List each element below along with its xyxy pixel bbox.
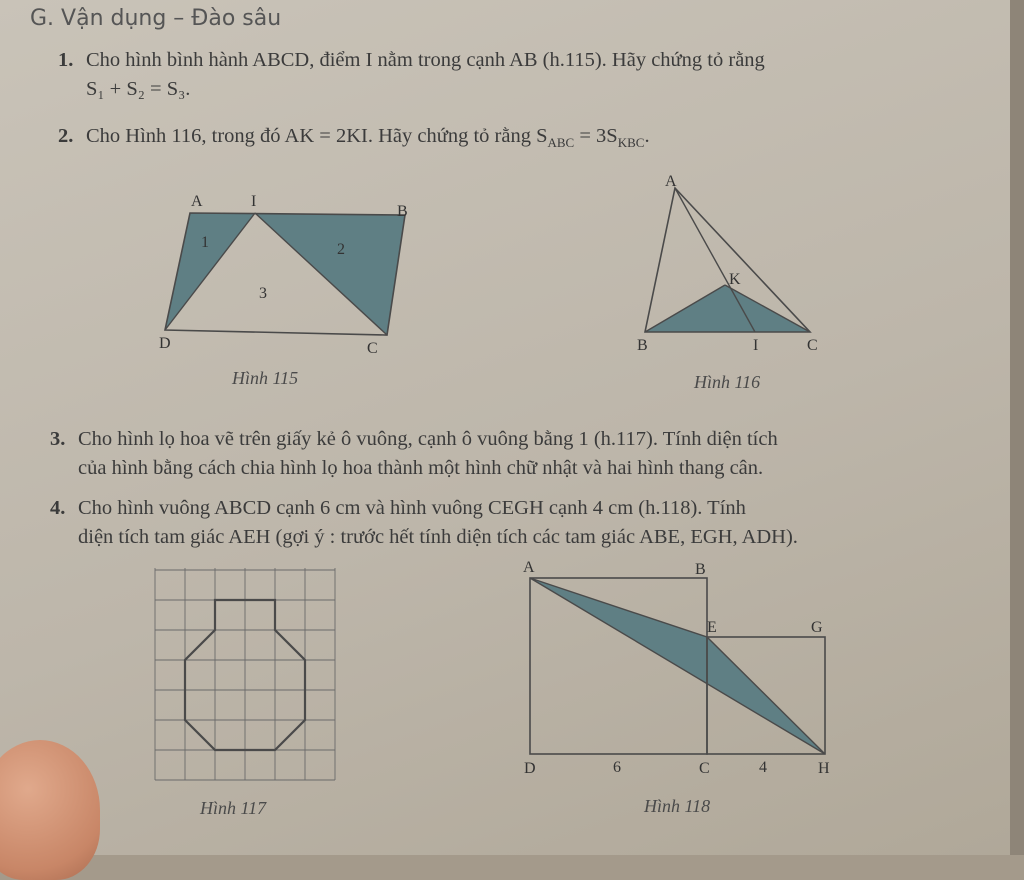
region-2: [255, 213, 405, 335]
label-g: G: [811, 619, 823, 636]
subscript-kbc: KBC: [617, 135, 645, 151]
exercise-number: 3.: [50, 428, 66, 450]
exercise-number: 2.: [58, 125, 74, 147]
exercise-number: 1.: [58, 49, 74, 71]
exercise-text: Cho hình vuông ABCD cạnh 6 cm và hình vuông CEGH cạnh 4 cm (h.118). Tính: [78, 497, 746, 519]
label-e: E: [707, 619, 717, 636]
exercise-number: 4.: [50, 497, 66, 519]
figure-115: [155, 190, 415, 360]
region-label-3: 3: [259, 285, 267, 302]
exercise-1: [58, 46, 958, 104]
caption-117: Hình 117: [200, 798, 267, 818]
exercise-text: Cho hình bình hành ABCD, điểm I nằm trong cạnh AB (h.115). Hãy chứng tỏ rằng: [86, 49, 765, 71]
label-a: A: [191, 193, 203, 210]
triangle-aeh-outline: [530, 578, 825, 754]
label-h: H: [818, 760, 830, 777]
region-label-2: 2: [337, 241, 345, 258]
label-d: D: [159, 335, 171, 352]
section-heading: G. Vận dụng – Đào sâu: [30, 6, 282, 31]
exercise-text-line2: S₁ + S₂ = S₃.: [86, 78, 191, 100]
label-b: B: [695, 561, 706, 578]
label-c: C: [367, 340, 378, 357]
label-i: I: [251, 193, 257, 210]
label-a: A: [523, 559, 535, 576]
label-d: D: [524, 760, 536, 777]
label-a: A: [665, 173, 677, 190]
figure-117: [155, 568, 345, 788]
exercise-text-line2: của hình bằng cách chia hình lọ hoa thành một hình chữ nhật và hai hình thang cân.: [78, 457, 764, 479]
length-4: 4: [759, 759, 767, 776]
subscript-abc: ABC: [547, 135, 575, 151]
page-edge: [1010, 0, 1024, 855]
region-label-1: 1: [201, 234, 209, 251]
exercise-text: Cho hình lọ hoa vẽ trên giấy kẻ ô vuông, cạnh ô vuông bằng 1 (h.117). Tính diện tích: [78, 428, 778, 450]
label-c: C: [807, 337, 818, 354]
exercise-text-end: .: [644, 125, 650, 147]
exercise-text-mid: = 3S: [574, 125, 618, 147]
figure-118: [515, 560, 855, 780]
length-6: 6: [613, 759, 621, 776]
label-i: I: [753, 337, 759, 354]
exercise-3: [50, 425, 980, 483]
label-k: K: [729, 271, 741, 288]
exercise-text-line2: diện tích tam giác AEH (gợi ý : trước hết tính diện tích các tam giác ABE, EGH, ADH).: [78, 526, 798, 548]
exercise-2: [58, 122, 958, 157]
label-b: B: [637, 337, 648, 354]
exercise-text: Cho Hình 116, trong đó AK = 2KI. Hãy chứng tỏ rằng S: [86, 125, 548, 147]
caption-118: Hình 118: [644, 796, 711, 816]
caption-116: Hình 116: [694, 372, 761, 392]
shaded-triangle-kbc: [645, 285, 810, 332]
label-b: B: [397, 203, 408, 220]
figure-116: [635, 170, 835, 354]
caption-115: Hình 115: [232, 368, 299, 388]
exercise-4: [50, 494, 980, 552]
label-c: C: [699, 760, 710, 777]
